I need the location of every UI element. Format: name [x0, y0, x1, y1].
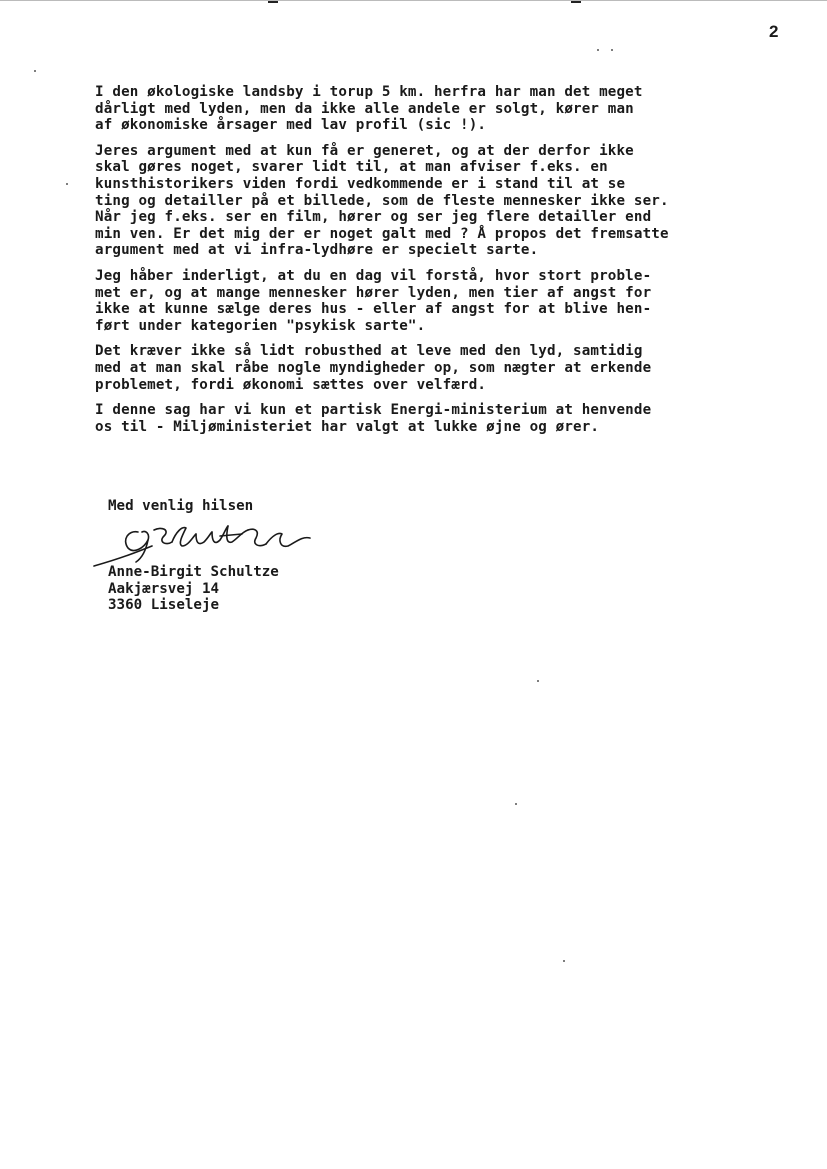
paragraph-2 [95, 143, 795, 259]
text-line: med at man skal råbe nogle myndigheder op, som nægter at erkende [95, 359, 652, 376]
text-line: I den økologiske landsby i torup 5 km. herfra har man det meget [95, 84, 643, 100]
text-line: problemet, fordi økonomi sættes over velfærd. [95, 376, 487, 393]
text-line: met er, og at mange mennesker hører lyden, men tier af angst for [95, 284, 652, 301]
text-line: kunsthistorikers viden fordi vedkommende er i stand til at se [95, 175, 626, 192]
sender-street: Aakjærsvej 14 [108, 580, 220, 597]
closing-salutation: Med venlig hilsen [108, 498, 254, 514]
sender-name: Anne-Birgit Schultze [108, 564, 279, 580]
sender-address [108, 564, 279, 614]
letter-body [95, 84, 795, 444]
scan-speck [515, 803, 517, 805]
text-line: os til - Miljøministeriet har valgt at lukke øjne og ører. [95, 418, 600, 435]
text-line: ting og detailler på et billede, som de fleste mennesker ikke ser. [95, 192, 669, 209]
text-line: argument med at vi infra-lydhøre er specielt sarte. [95, 242, 539, 259]
scan-speck [563, 960, 565, 962]
scan-speck [66, 183, 68, 185]
paragraph-1 [95, 84, 795, 134]
page-number: 2 [769, 22, 779, 41]
handwritten-signature [92, 518, 322, 570]
text-line: ført under kategorien "psykisk sarte". [95, 317, 426, 334]
text-line: Det kræver ikke så lidt robusthed at leve med den lyd, samtidig [95, 343, 643, 360]
text-line: Jeg håber inderligt, at du en dag vil forstå, hvor stort proble- [95, 267, 652, 284]
text-line: ikke at kunne sælge deres hus - eller af angst for at blive hen- [95, 301, 652, 318]
sender-city: 3360 Liseleje [108, 597, 220, 613]
paragraph-4 [95, 343, 795, 393]
scan-speck [611, 49, 613, 51]
paragraph-5 [95, 402, 795, 435]
text-line: Jeres argument med at kun få er generet, og at der derfor ikke [95, 142, 634, 159]
text-line: min ven. Er det mig der er noget galt med ? Å propos det fremsatte [95, 225, 669, 242]
text-line: Når jeg f.eks. ser en film, hører og ser jeg flere detailler end [95, 209, 652, 226]
text-line: dårligt med lyden, men da ikke alle andele er solgt, kører man [95, 100, 634, 117]
paragraph-3 [95, 268, 795, 334]
text-line: af økonomiske årsager med lav profil (sic !). [95, 117, 487, 134]
scan-speck [597, 49, 599, 51]
text-line: I denne sag har vi kun et partisk Energi-ministerium at henvende [95, 402, 652, 419]
scan-speck [34, 70, 36, 72]
scan-speck [537, 680, 539, 682]
text-line: skal gøres noget, svarer lidt til, at man afviser f.eks. en [95, 159, 608, 176]
scan-line-top [0, 0, 827, 1]
